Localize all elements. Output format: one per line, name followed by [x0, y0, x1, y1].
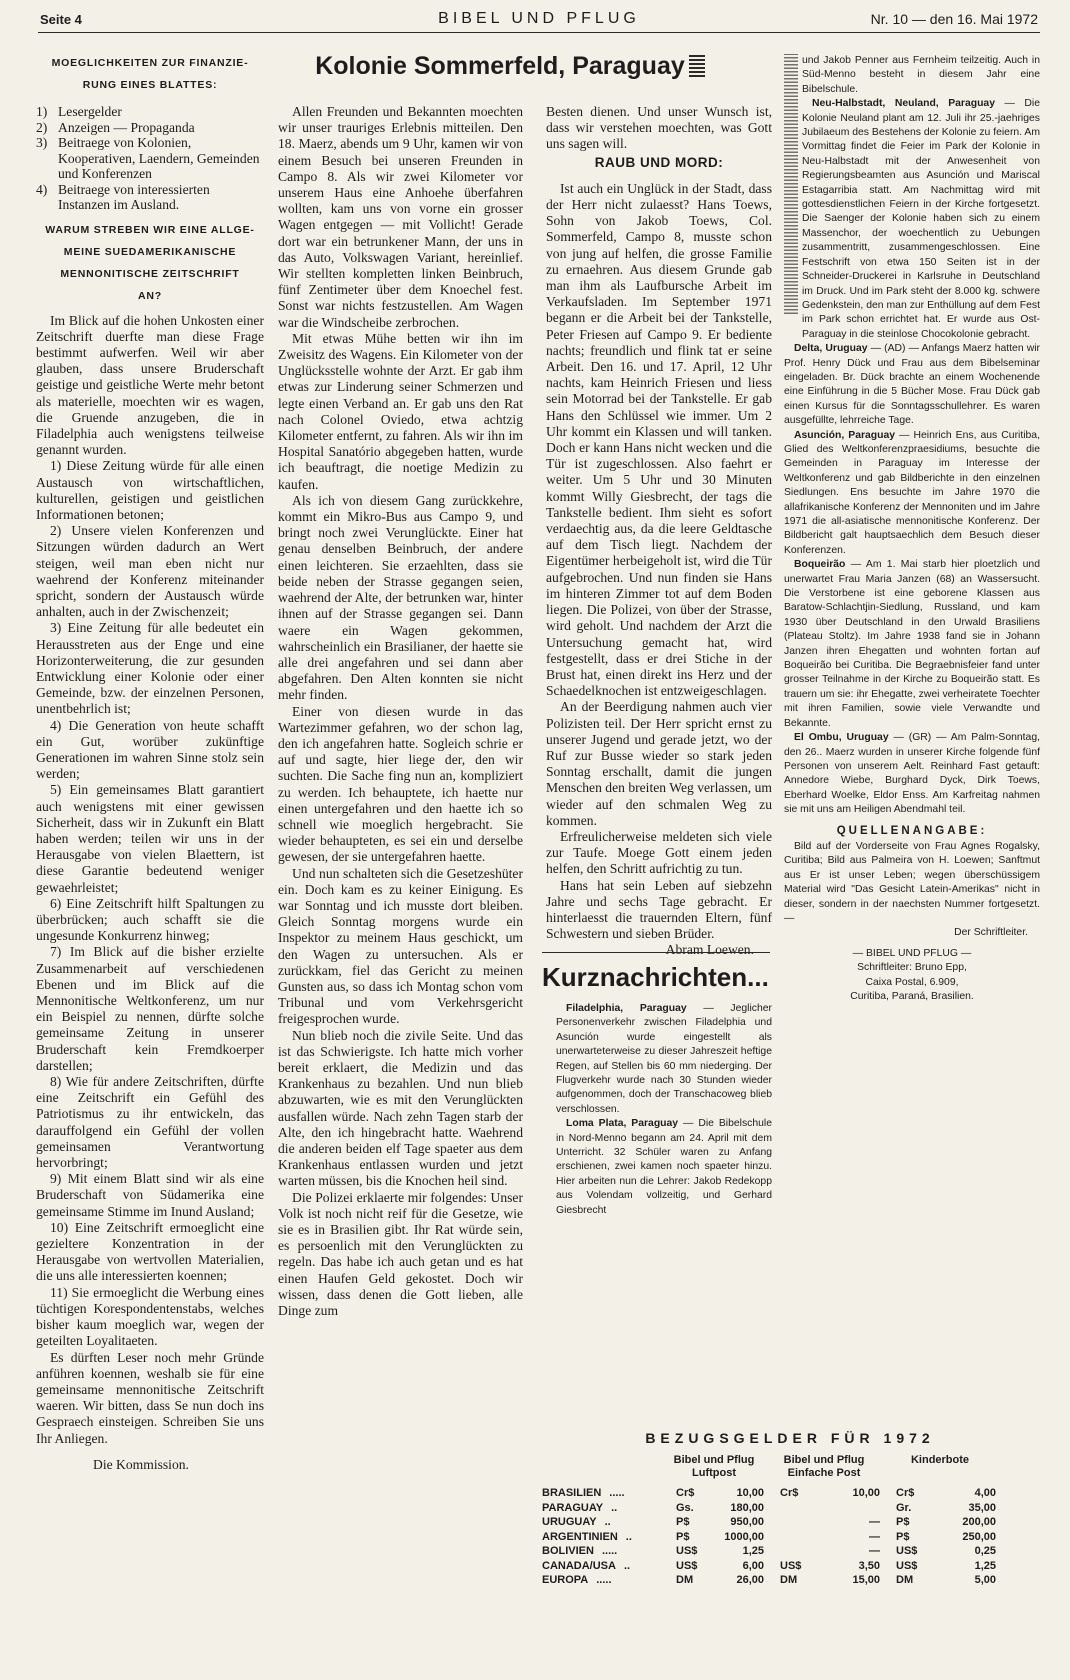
amount-cell: 1,25 — [974, 1559, 996, 1572]
amount-cell: 180,00 — [730, 1501, 764, 1514]
amount-cell: — — [869, 1530, 880, 1543]
article-signature: Abram Loewen. — [665, 942, 754, 958]
imprint — [784, 947, 1040, 1005]
paragraph: Allen Freunden und Bekannten moechten wir unser trauriges Erlebnis mitteilen. Den 18. Maerz, abends um 9 Uhr, kamen wir von einem Besuch bei unseren Freunden in Campo 8. Als wir zwei Kilometer vor unserem Haus eine Anhoehe überfahren wollten, kam uns von vorne ein grosser Wagen entgegen — mit Vollicht! Gerade dort war ein betrunkener Mann, der uns in das Auto, Volkswagen Variant, hereinlief. Wir stellten kompletten linken Beinbruch, fünf Zentimeter über dem Knoechel fest. Sonst war nichts festzustellen. Am Wagen war die Windscheibe zerbrochen. — [278, 104, 523, 330]
page-number: Seite 4 — [40, 12, 82, 27]
amount-cell: 1,25 — [742, 1545, 764, 1558]
paragraph: 1) Diese Zeitung würde für alle einen Austausch von wirtschaftlichen, kulturellen, geistigen und geistlichen Informationen betonen; — [36, 458, 264, 522]
paragraph: 6) Eine Zeitschrift hilft Spaltungen zu überbrücken; auch schafft sie die ungesunde Konkurrenz hinweg; — [36, 895, 264, 944]
amount-cell: 4,00 — [974, 1487, 996, 1500]
imprint-line: Curitiba, Paraná, Brasilien. — [850, 991, 974, 1002]
news-item: Delta, Uruguay — (AD) — Anfangs Maerz hatten wir Prof. Henry Dück und Frau aus dem Bibelseminar eingeladen. Br. Dück brachte an einem Wochenende eine Einführung in die 5 Bücher Mose. Frau Dück gab einen Kursus für die Sonntagsschullehrer. Es waren ausgefüllte, lehrreiche Tage. — [784, 343, 1040, 427]
currency-cell — [766, 1530, 829, 1545]
why-body — [36, 313, 264, 1473]
imprint-line: Caixa Postal, 6.909, — [865, 976, 959, 988]
paragraph: Besten dienen. Und unser Wunsch ist, dass wir verstehen moechten, was Gott uns sagen will. — [546, 104, 772, 152]
heading-finance-line1: MOEGLICHKEITEN ZUR FINANZIE- — [51, 57, 249, 69]
heading-why-line3: MENNONITISCHE ZEITSCHRIFT — [60, 267, 240, 280]
table-row — [540, 1573, 998, 1588]
currency-cell: Cr$ — [676, 1487, 695, 1500]
country-cell: URUGUAY .. — [542, 1516, 611, 1529]
amount-cell: 1000,00 — [724, 1530, 764, 1543]
kurznachrichten-body — [556, 1002, 772, 1218]
heading-why-line1: WARUM STREBEN WIR EINE ALLGE- — [45, 223, 255, 236]
imprint-line: Schriftleiter: Bruno Epp, — [857, 962, 967, 974]
news-item: Asunción, Paraguay — Heinrich Ens, aus Curitiba, Glied des Weltkonferenzpraesidiums, besuchte die Gemeinden in Paraguay im Interesse der Weltkonferenz und gab Bildberichte in den einzelnen Siedlungen. Ens besuchte im Jahre 1970 die allafrikanische Konferenz der Mennoniten und im Jahre 1971 die all-asiatische mennonitische Konferenz. Der Bildbericht galt hauptsaechlich dem Besuch dieser Konferenzen. — [784, 429, 1040, 556]
amount-cell — [829, 1501, 882, 1516]
paragraph: 11) Sie ermoeglicht die Werbung eines tüchtigen Korespondentenstabs, welches bisher kaum moeglich war, wegen der geteilten Loyalitaeten. — [36, 1284, 264, 1349]
currency-cell: US$ — [780, 1559, 802, 1572]
country-cell: EUROPA ..... — [542, 1574, 612, 1587]
amount-cell: 3,50 — [858, 1559, 880, 1572]
column-article-part2 — [546, 104, 772, 958]
paragraph: Es dürften Leser noch mehr Gründe anführen koennen, weshalb sie für eine gemeinsame mennonitische Zeitschrift waeren. Wir bitten, dass Se nun doch ins Gespraech einsteigen. Schreiben Sie uns Ihr Anliegen. — [36, 1349, 264, 1446]
news-item: Neu-Halbstadt, Neuland, Paraguay — Die Kolonie Neuland plant am 12. Juli ihr 25.-jaehriges Jubilaeum des Bestehens der Kolonie zu feiern. Am Vormittag findet die Feier im Park der Kolonie in Neu-Halbstadt mit der Anwesenheit von Regierungsbeamten aus Asunción und Mariscal Estagarribia statt. Am Nachmittag wird mit gottesdienstlichen Feiern in der Kirche fortgesetzt. Die Saenger der Kolonie haben sich zu einem Massenchor, der woechentlich zu Uebungen zusammentritt, zusammengeschlossen. Eine Festschrift von etwa 150 Seiten ist in der Schneider-Druckerei in Karlsruhe in Deutschland im Druck. Und im Park steht der 8.000 kg. schwere Gedenkstein, den man zur Enthüllung auf dem Fest im Park schon errichtet hat. Er wurde aus Ost-Paraguay in die steinlose Chocokolonie gebracht. — [802, 98, 1040, 340]
subscription-title: BEZUGSGELDER FÜR 1972 — [645, 1430, 935, 1446]
sources-heading: QUELLENANGABE: — [836, 824, 988, 837]
paragraph: Als ich von diesem Gang zurückkehre, kommt ein Mikro-Bus aus Campo 9, und bringt noch zwei Verunglückte. Einer hat genau denselben Beinbruch, der andere einen leichteren. Sie erzaehlten, dass sie beide neben der Strasse gegangen seien, waehrend der Alte, der betrunken war, hinter ihnen auf der Strasse gegangen sei. Dann waere ein Wagen gekommen, wahrscheinlich ein Brasilianer, der haette sie alle drei angefahren und sei dann aber abgefahren. Den Alten konnten sie nicht mehr finden. — [278, 492, 523, 703]
table-row — [540, 1501, 998, 1516]
col-head-luftpost: Bibel und Pflug Luftpost — [673, 1454, 755, 1479]
currency-cell: P$ — [896, 1530, 910, 1543]
news-item: El Ombu, Uruguay — (GR) — Am Palm-Sonntag, den 26.. Maerz wurden in unserer Kirche folgende fünf Personen von unserem Aelt. Reinhard Fast getauft: Annedore Wiebe, Burghard Dyck, Dirk Toews, Eberhard Woelke, Eldor Enss. Am Karfreitag nahmen sie mit uns am Heiligen Abendmahl teil. — [784, 732, 1040, 816]
amount-cell: 950,00 — [730, 1516, 764, 1529]
currency-cell — [766, 1501, 829, 1516]
article-title: Kolonie Sommerfeld, Paraguay — [280, 52, 740, 81]
paragraph: 4) Die Generation von heute schafft ein Gut, worüber zukünftige Generationen im wahren Sinne stolz sein werden; — [36, 717, 264, 782]
country-cell: ARGENTINIEN .. — [542, 1530, 632, 1543]
price-table — [540, 1454, 998, 1588]
column-news — [784, 54, 1040, 1404]
paragraph: 2) Unsere vielen Konferenzen und Sitzungen würden dadurch an Wert steigen, weil man eben nicht nur waehrend der Konferenz miteinander spricht, sondern der Austausch würde anhalten, auch in der Zwischenzeit; — [36, 523, 264, 620]
paragraph: Mit etwas Mühe betten wir ihn im Zweisitz des Wagens. Ein Kilometer von der Unglücksstelle wohnte der Arzt. Er gab ihm etwas zur Linderung seiner Schmerzen und legte einen Verband an. Er gab uns den Rat nach Colonel Oviedo, etwa achtzig Kilometer entfernt, zu fahren. Als wir ihn im Hospital Sanatório abgegeben hatten, wurde ich beauftragt, die noetige Medizin zu kaufen. — [278, 330, 523, 492]
currency-cell: US$ — [896, 1545, 918, 1558]
paragraph: Einer von diesen wurde in das Wartezimmer gefahren, wo der schon lag, den ich angefahren hatte. Sogleich schrie er auf und sagte, hier liege der, den wir suchten. Die Sache fing nun an, kompliziert zu werden. Ich behauptete, ich haette nur einen untergefahren und den haette ich so schnell wie moeglich hergebracht. Sie wieder behaupteten, es sei ein und derselbe gewesen, der sie untergefahren haette. — [278, 703, 523, 865]
sources-signature: Der Schriftleiter. — [954, 927, 1028, 939]
subheading-raub: RAUB UND MORD: — [594, 154, 724, 170]
paragraph: 8) Wie für andere Zeitschriften, dürfte eine Zeitschrift ein Gefühl des Patriotismus zu ihr entwickeln, das darauffolgend ein Gefühl der vollen gemeinsamen Verantwortung hervorbringt; — [36, 1074, 264, 1171]
country-cell: PARAGUAY .. — [542, 1501, 618, 1514]
country-cell: BRASILIEN ..... — [542, 1487, 625, 1500]
col-head-einfache: Bibel und Pflug Einfache Post — [783, 1454, 865, 1479]
amount-cell: 35,00 — [968, 1501, 996, 1514]
currency-cell: P$ — [676, 1516, 690, 1529]
country-cell: CANADA/USA .. — [542, 1559, 631, 1572]
currency-cell: P$ — [676, 1530, 690, 1543]
news-item: Loma Plata, Paraguay — Die Bibelschule in Nord-Menno begann am 24. April mit dem Unterricht. 32 Schüler waren zu Anfang erschienen, zwei kamen noch spaeter hinzu. Hier arbeiten nun die Lehrer: Jakob Redekopp aus Volendam vollzeitig, und Gerhard Giesbrecht — [556, 1118, 772, 1216]
paragraph: Die Polizei erklaerte mir folgendes: Unser Volk ist noch nicht reif für die Gesetze, wie sie es in Brasilien gibt. Ihr Rat würde sein, es persoenlich mit den Verunglückten zu regeln. Das habe ich auch getan und es hat einen Haufen Geld gekostet. Doch wir wissen, dass denen die Gott lieben, alle Dinge zum — [278, 1189, 523, 1319]
currency-cell: Gs. — [676, 1501, 694, 1514]
table-row — [540, 1515, 998, 1530]
currency-cell: US$ — [896, 1559, 918, 1572]
column-article-part1 — [278, 104, 523, 1674]
currency-cell: Cr$ — [896, 1487, 915, 1500]
masthead: BIBEL UND PFLUG — [438, 10, 640, 27]
amount-cell: 15,00 — [852, 1574, 880, 1587]
news-item: Filadelphia, Paraguay — Jeglicher Personenverkehr zwischen Filadelphia und Asunción wurde eingestellt als unerwarteterweise zu dieser Jahreszeit heftige Regen, auf Stellen bis 60 mm niederging. Der Flugverkehr wurde nach 30 Stunden wieder aufgenommen, doch der Transchacoweg blieb verschlossen. — [556, 1003, 772, 1115]
paragraph: 10) Eine Zeitschrift ermoeglicht eine gezieltere Konzentration in der Herausgabe von wertvollen Materialien, die uns alle interessierten koennen; — [36, 1219, 264, 1284]
table-row — [540, 1486, 998, 1501]
list-item: 1) Lesergelder — [36, 104, 122, 119]
signature: Die Kommission. — [93, 1456, 189, 1472]
amount-cell: 6,00 — [742, 1559, 764, 1572]
section-divider — [542, 952, 770, 953]
table-row — [540, 1544, 998, 1559]
currency-cell: Gr. — [896, 1501, 912, 1514]
decorative-mark-icon — [689, 53, 705, 77]
heading-finance-line2: RUNG EINES BLATTES: — [82, 79, 218, 91]
currency-cell: DM — [780, 1574, 798, 1587]
list-item: 2) Anzeigen — Propaganda — [36, 119, 195, 135]
currency-cell: US$ — [676, 1559, 698, 1572]
finance-list — [36, 104, 264, 213]
currency-cell — [766, 1544, 829, 1559]
paragraph: 3) Eine Zeitung für alle bedeutet ein Herausstreten aus der Enge und eine Horizonterweiterung, die zur gesunden Entwicklung einer Kolonie oder einer Gemeinde, bzw. der einzelnen Personen, unentbehrlich ist; — [36, 620, 264, 717]
news-item: und Jakob Penner aus Fernheim teilzeitig. Auch in Süd-Menno besteht in diesem Jahr eine Bibelschule. — [802, 55, 1040, 95]
subscription-prices — [540, 1430, 1040, 1588]
currency-cell: Cr$ — [780, 1487, 799, 1500]
amount-cell: — — [869, 1545, 880, 1558]
paragraph: Nun blieb noch die zivile Seite. Und das ist das Schwierigste. Ich hatte mich vorher bereit erklaert, die Medizin und das Krankenhaus zu bezahlen. Und nun blieb abzuwarten, wie es mit den Verunglückten ausfallen würde. Nach zehn Tagen starb der Alte, den ich hingebracht hatte. Waehrend die anderen beiden elf Tage spaeter aus dem Krankenhaus entlassen wurden und jetzt warten müssen, bis die Knochen heil sind. — [278, 1027, 523, 1189]
currency-cell: P$ — [896, 1516, 910, 1529]
page-header — [38, 8, 1040, 33]
issue-date: Nr. 10 — den 16. Mai 1972 — [870, 11, 1038, 27]
country-cell: BOLIVIEN ..... — [542, 1545, 618, 1558]
list-item: 4) Beitraege von interessierten Instanzen im Ausland. — [36, 181, 210, 212]
amount-cell: — — [869, 1516, 880, 1529]
sources-text: Bild auf der Vorderseite von Frau Agnes Rogalsky, Curitiba; Bild aus Palmeira von H. Loewen; Sanftmut aus Er ist unser Leben; wegen überschüssigem Material wird "Das Gesicht Latein-Amerikas" nicht in dieser, sondern in der naechsten Nummer fortgesetzt. — — [784, 840, 1040, 924]
paragraph: 9) Mit einem Blatt sind wir als eine Bruderschaft von Südamerika eine gemeinsame Stimme im Inund Ausland; — [36, 1171, 264, 1219]
paragraph: Und nun schalteten sich die Gesetzeshüter ein. Doch kam es zu keiner Einigung. Es war Sonntag und ich musste dort bleiben. Gleich Sonntag morgens wurde ein Inspektor zu meinem Haus geschickt, um den Wagen zu untersuchen. Als er zurückkam, fiel das Gericht zu meinen Gunsten aus, so dass ich Montag schon vom Tribunal und vom Verkehrsgericht freigesprochen wurde. — [278, 865, 523, 1027]
currency-cell: DM — [896, 1574, 914, 1587]
amount-cell: 10,00 — [736, 1487, 764, 1500]
paragraph: Erfreulicherweise meldeten sich viele zur Taufe. Moege Gott einem jeden helfen, den Schritt aufrichtig zu tun. — [546, 828, 772, 877]
paragraph: 7) Im Blick auf die bisher erzielte Zusammenarbeit auf verschiedenen Ebenen und im Blick auf die Mennonitische Weltkonferenz, um nur ein Beispiel zu nennen, dürfte solche gemeinsame Zeitung in unserer Bruderschaft kein Fremdkoerper darstellen; — [36, 944, 264, 1073]
heading-why-line4: AN? — [138, 289, 162, 302]
currency-cell: DM — [676, 1574, 694, 1587]
amount-cell: 10,00 — [852, 1487, 880, 1500]
amount-cell: 0,25 — [974, 1545, 996, 1558]
list-item: 3) Beitraege von Kolonien, Kooperativen, Laendern, Gemeinden und Konferenzen — [36, 135, 260, 181]
kurznachrichten-title: Kurznachrichten... — [542, 962, 769, 992]
paragraph: Im Blick auf die hohen Unkosten einer Zeitschrift duerfte man diese Frage bestimmt aufwerfen. Weil wir aber glauben, dass unsere Bruderschaft geistige und geistliche Werte mehr betont als materielle, moechten wir es wagen, die Gruende anzugeben, die in Filadelphia auch wenigstens teilweise genannt wurden. — [36, 312, 264, 458]
paragraph: 5) Ein gemeinsames Blatt garantiert auch wenigstens mit einer gewissen Sicherheit, dass wir in Zukunft ein Blatt haben werden; teilen wir uns in der Herausgabe von vielen Blaettern, ist diese Garantie bedeutend weniger gewaehrleistet; — [36, 782, 264, 895]
heading-why-line2: MEINE SUEDAMERIKANISCHE — [63, 245, 237, 258]
table-row — [540, 1530, 998, 1545]
currency-cell: US$ — [676, 1545, 698, 1558]
column-finance — [36, 52, 264, 1622]
imprint-line: — BIBEL UND PFLUG — — [852, 947, 972, 959]
col-head-kinderbote: Kinderbote — [910, 1454, 970, 1466]
amount-cell: 250,00 — [962, 1530, 996, 1543]
amount-cell: 26,00 — [736, 1574, 764, 1587]
news-item: Boqueirão — Am 1. Mai starb hier ploetzlich und unerwartet Frau Maria Janzen (68) an Wassersucht. Die Verstorbene ist eine geborene Klassen aus Baratow-Schlachtjin-Siedlung, Russland, und kam 1930 über Deutschland in den Urwald Brasiliens (Plateau Stoltz). Im Jahre 1938 fand sie in Johann Janzen ihren Ehegatten und wohnten fortan auf Boqueirão bei Curitiba. Die Begraebnisfeier fand unter grosser Teilnahme in der Kirche zu Boqueirão statt. Es trauern um sie: ihr Ehegatte, zwei verheiratete Toechter mit ihren Familien, sowie viele Verwandte und Bekannte. — [784, 559, 1040, 729]
table-row — [540, 1559, 998, 1574]
paragraph: Hans hat sein Leben auf siebzehn Jahre und sechs Tage gebracht. Er hinterlaesst die trauernden Eltern, fünf Schwestern und sieben Brüder. — [546, 877, 772, 942]
paragraph: Ist auch ein Unglück in der Stadt, dass der Herr nicht zulaesst? Hans Toews, Sohn von Jakob Toews, Col. Sommerfeld, Campo 8, musste schon von jung auf helfen, die grosse Familie zu ernaehren. Aus diesem Grunde gab man ihm als Laufbursche Arbeit im Verkaufsladen. Im September 1971 begann er die Arbeit bei der Tankstelle, Peter Friesen auf Campo 9. Er bediente nachts; freundlich und flink tat er seine Arbeit. Den 16. und 17. April, 12 Uhr nachts, kam Heinrich Friesen und liess sein Motorrad bei der Tankstelle. Er gab Hans den Schlüssel wie immer. Um 2 Uhr kommt ein Klassen und will tanken. Doch er kann Hans nicht wecken und die Tür ist zugeschlossen. Also faehrt er weiter. Um 5 Uhr und 30 Minuten kommt Willy Giesbrecht, der tags die Tankstelle bedient. Ihm sieht es sofort verdaechtig aus, da die leere Geldtasche auf dem Tisch liegt. Nachdem der Eigentümer herbeigeholt ist, wird die Tür aufgebrochen. Und nun finden sie Hans im hinteren Zimmer tot auf dem Boden liegen. Die Polizei, von über der Strasse, wird geholt. Und nachdem der Arzt die Untersuchung gemacht hat, wird festgestellt, dass er drei Stiche in der Brust hat, einen direkt ins Herz und der Schaedelknochen ist entzweigeschlagen. — [546, 180, 772, 699]
amount-cell: 200,00 — [962, 1516, 996, 1529]
paragraph: An der Beerdigung nahmen auch vier Polizisten teil. Der Herr spricht ernst zu unserer Jugend und gerade jetzt, wo der Ruf zur Busse wieder so stark jeden Sonntag erschallt, damit die jungen Menschen den breiten Weg verlassen, um wieder auf den schmalen Weg zu kommen. — [546, 699, 772, 828]
currency-cell — [766, 1515, 829, 1530]
amount-cell: 5,00 — [974, 1574, 996, 1587]
